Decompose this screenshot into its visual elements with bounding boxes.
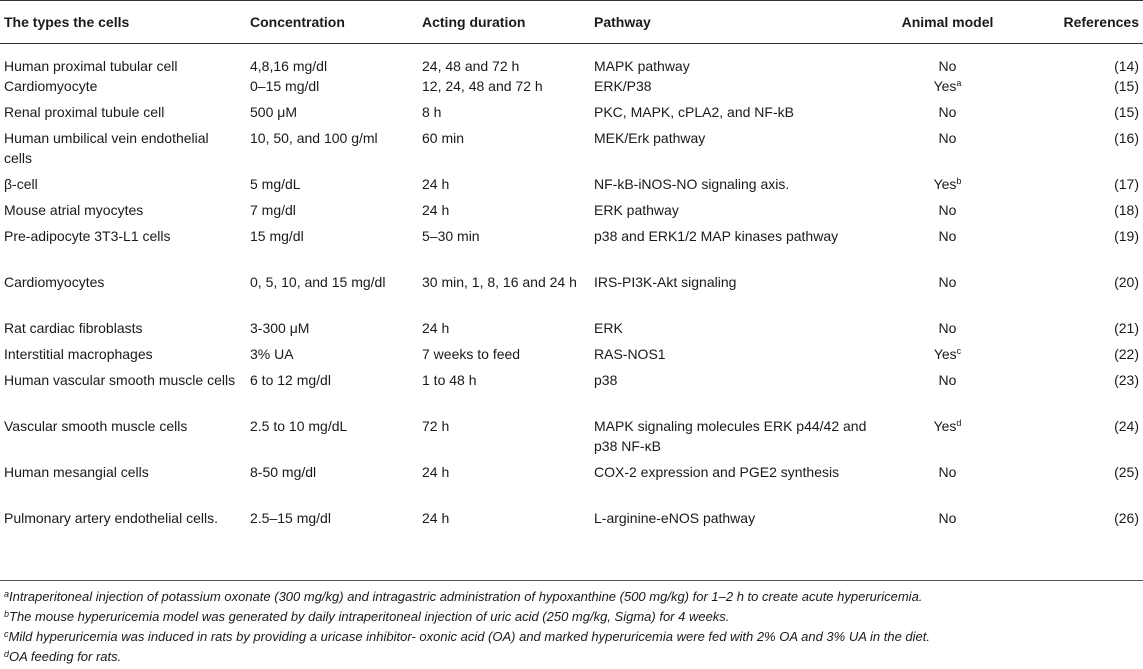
cell-type: Interstitial macrophages (4, 346, 153, 362)
cell-duration: 1 to 48 h (422, 372, 477, 388)
animal-model-value: No (938, 104, 957, 120)
cell-concentration: 3% UA (250, 346, 294, 362)
cell-pathway: MAPK pathway (594, 58, 690, 74)
table-row (0, 416, 1143, 462)
cell-animal-model (880, 102, 1017, 128)
table-row (0, 76, 1143, 102)
cell-animal-model (880, 44, 1017, 77)
animal-model-value: Yes (933, 176, 957, 192)
cell-reference: (14) (1114, 58, 1139, 74)
animal-model-value: No (938, 130, 957, 146)
cell-pathway: RAS-NOS1 (594, 346, 666, 362)
cell-duration: 5–30 min (422, 228, 480, 244)
cell-duration: 12, 24, 48 and 72 h (422, 78, 543, 94)
footnote-mark: b (956, 176, 962, 186)
footnote-mark: a (956, 78, 962, 88)
cell-animal-model (880, 226, 1017, 272)
footnote-mark: d (4, 649, 10, 659)
cell-duration: 24, 48 and 72 h (422, 58, 520, 74)
cell-pathway: ERK pathway (594, 202, 679, 218)
cell-concentration: 500 μM (250, 104, 297, 120)
cell-pathway: p38 (594, 372, 618, 388)
footnotes (4, 587, 1134, 667)
table-row (0, 344, 1143, 370)
animal-model-value: No (938, 274, 957, 290)
cell-concentration: 0, 5, 10, and 15 mg/dl (250, 274, 386, 290)
cell-type: Cardiomyocyte (4, 78, 98, 94)
cell-concentration: 15 mg/dl (250, 228, 304, 244)
cell-duration: 60 min (422, 130, 465, 146)
cell-concentration: 5 mg/dL (250, 176, 301, 192)
footnote-mark: a (4, 589, 10, 599)
cell-reference: (15) (1114, 78, 1139, 94)
cell-pathway: COX-2 expression and PGE2 synthesis (594, 464, 840, 480)
animal-model-value: Yes (933, 346, 957, 362)
animal-model-value: No (938, 320, 957, 336)
footnote-mark: c (956, 346, 962, 356)
footnote (4, 647, 1134, 667)
table-row (0, 462, 1143, 508)
cell-reference: (22) (1114, 346, 1139, 362)
cell-pathway: PKC, MAPK, cPLA2, and NF-kB (594, 104, 794, 120)
header-row (0, 1, 1143, 44)
cell-reference: (17) (1114, 176, 1139, 192)
cell-type: β-cell (4, 176, 38, 192)
cell-pathway: MAPK signaling molecules ERK p44/42 and p38 NF-κB (594, 418, 867, 454)
cell-type: Renal proximal tubule cell (4, 104, 165, 120)
table-row (0, 44, 1143, 77)
cell-type: Pulmonary artery endothelial cells. (4, 510, 218, 526)
cell-duration: 30 min, 1, 8, 16 and 24 h (422, 274, 577, 290)
animal-model-value: No (938, 372, 957, 388)
cell-animal-model (880, 76, 1017, 102)
cell-type: Human mesangial cells (4, 464, 149, 480)
cell-duration: 72 h (422, 418, 450, 434)
cell-reference: (26) (1114, 510, 1139, 526)
cell-animal-model (880, 318, 1017, 344)
animal-model-value: Yes (933, 78, 957, 94)
cell-concentration: 3-300 μM (250, 320, 310, 336)
footnote-text: The mouse hyperuricemia model was generated by daily intraperitoneal injection of uric acid (250 mg/kg, Sigma) for 4 weeks. (9, 609, 730, 624)
cell-reference: (18) (1114, 202, 1139, 218)
cell-concentration: 8-50 mg/dl (250, 464, 317, 480)
footnote-mark: b (4, 609, 10, 619)
cell-animal-model (880, 200, 1017, 226)
cell-type: Vascular smooth muscle cells (4, 418, 188, 434)
footnote (4, 627, 1134, 647)
table-body (0, 44, 1143, 555)
cell-pathway: IRS-PI3K-Akt signaling (594, 274, 737, 290)
header-pathway: Pathway (590, 1, 880, 44)
cell-animal-model (880, 508, 1017, 554)
cell-concentration: 10, 50, and 100 g/ml (250, 130, 378, 146)
cell-type: Rat cardiac fibroblasts (4, 320, 143, 336)
cell-pathway: p38 and ERK1/2 MAP kinases pathway (594, 228, 839, 244)
cell-type: Human umbilical vein endothelial cells (4, 130, 209, 166)
cell-pathway: NF-kB-iNOS-NO signaling axis. (594, 176, 790, 192)
cell-concentration: 2.5–15 mg/dl (250, 510, 331, 526)
cell-concentration: 4,8,16 mg/dl (250, 58, 328, 74)
cell-reference: (16) (1114, 130, 1139, 146)
cell-animal-model (880, 344, 1017, 370)
header-animal-model: Animal model (880, 1, 1017, 44)
animal-model-value: No (938, 58, 957, 74)
table-row (0, 272, 1143, 318)
cell-reference: (21) (1114, 320, 1139, 336)
cell-type: Mouse atrial myocytes (4, 202, 144, 218)
cell-animal-model (880, 416, 1017, 462)
animal-model-value: No (938, 464, 957, 480)
cell-animal-model (880, 128, 1017, 174)
cell-animal-model (880, 272, 1017, 318)
animal-model-value: Yes (933, 418, 957, 434)
cell-reference: (20) (1114, 274, 1139, 290)
table-row (0, 102, 1143, 128)
cell-reference: (19) (1114, 228, 1139, 244)
cell-animal-model (880, 174, 1017, 200)
cell-type: Pre-adipocyte 3T3-L1 cells (4, 228, 171, 244)
table-bottom-rule (0, 580, 1143, 581)
table-row (0, 508, 1143, 554)
cell-reference: (25) (1114, 464, 1139, 480)
footnote-text: Mild hyperuricemia was induced in rats by providing a uricase inhibitor- oxonic acid (OA) and marked hyperuricemia were fed with 2% OA and 3% UA in the diet. (8, 629, 931, 644)
header-cell-type: The types the cells (0, 1, 246, 44)
cell-pathway: MEK/Erk pathway (594, 130, 706, 146)
cell-reference: (24) (1114, 418, 1139, 434)
table-row (0, 128, 1143, 174)
footnote (4, 607, 1134, 627)
cell-duration: 24 h (422, 464, 450, 480)
cell-type: Cardiomyocytes (4, 274, 105, 290)
header-acting-duration: Acting duration (418, 1, 590, 44)
cell-duration: 7 weeks to feed (422, 346, 521, 362)
cell-reference: (15) (1114, 104, 1139, 120)
cell-duration: 24 h (422, 176, 450, 192)
cell-concentration: 6 to 12 mg/dl (250, 372, 331, 388)
cell-concentration: 2.5 to 10 mg/dL (250, 418, 348, 434)
table-row (0, 174, 1143, 200)
header-concentration: Concentration (246, 1, 418, 44)
footnote-text: Intraperitoneal injection of potassium oxonate (300 mg/kg) and intragastric administration of hypoxanthine (500 mg/kg) for 1–2 h to create acute hyperuricemia. (9, 589, 923, 604)
cell-animal-model (880, 370, 1017, 416)
footnote-text: OA feeding for rats. (9, 649, 122, 664)
table-row (0, 226, 1143, 272)
cell-reference: (23) (1114, 372, 1139, 388)
cell-duration: 8 h (422, 104, 442, 120)
footnote (4, 587, 1134, 607)
cell-concentration: 0–15 mg/dl (250, 78, 320, 94)
cell-duration: 24 h (422, 510, 450, 526)
header-references: References (1017, 1, 1143, 44)
animal-model-value: No (938, 228, 957, 244)
cell-duration: 24 h (422, 202, 450, 218)
cell-type: Human vascular smooth muscle cells (4, 372, 236, 388)
table-row (0, 370, 1143, 416)
animal-model-value: No (938, 202, 957, 218)
cell-concentration: 7 mg/dl (250, 202, 296, 218)
table-row (0, 200, 1143, 226)
cell-duration: 24 h (422, 320, 450, 336)
footnote-mark: c (4, 629, 9, 639)
cell-animal-model (880, 462, 1017, 508)
cell-pathway: ERK/P38 (594, 78, 652, 94)
footnote-mark: d (956, 418, 962, 428)
table-row (0, 318, 1143, 344)
animal-model-value: No (938, 510, 957, 526)
cell-pathway: L-arginine-eNOS pathway (594, 510, 756, 526)
cell-pathway: ERK (594, 320, 623, 336)
cell-type: Human proximal tubular cell (4, 58, 178, 74)
